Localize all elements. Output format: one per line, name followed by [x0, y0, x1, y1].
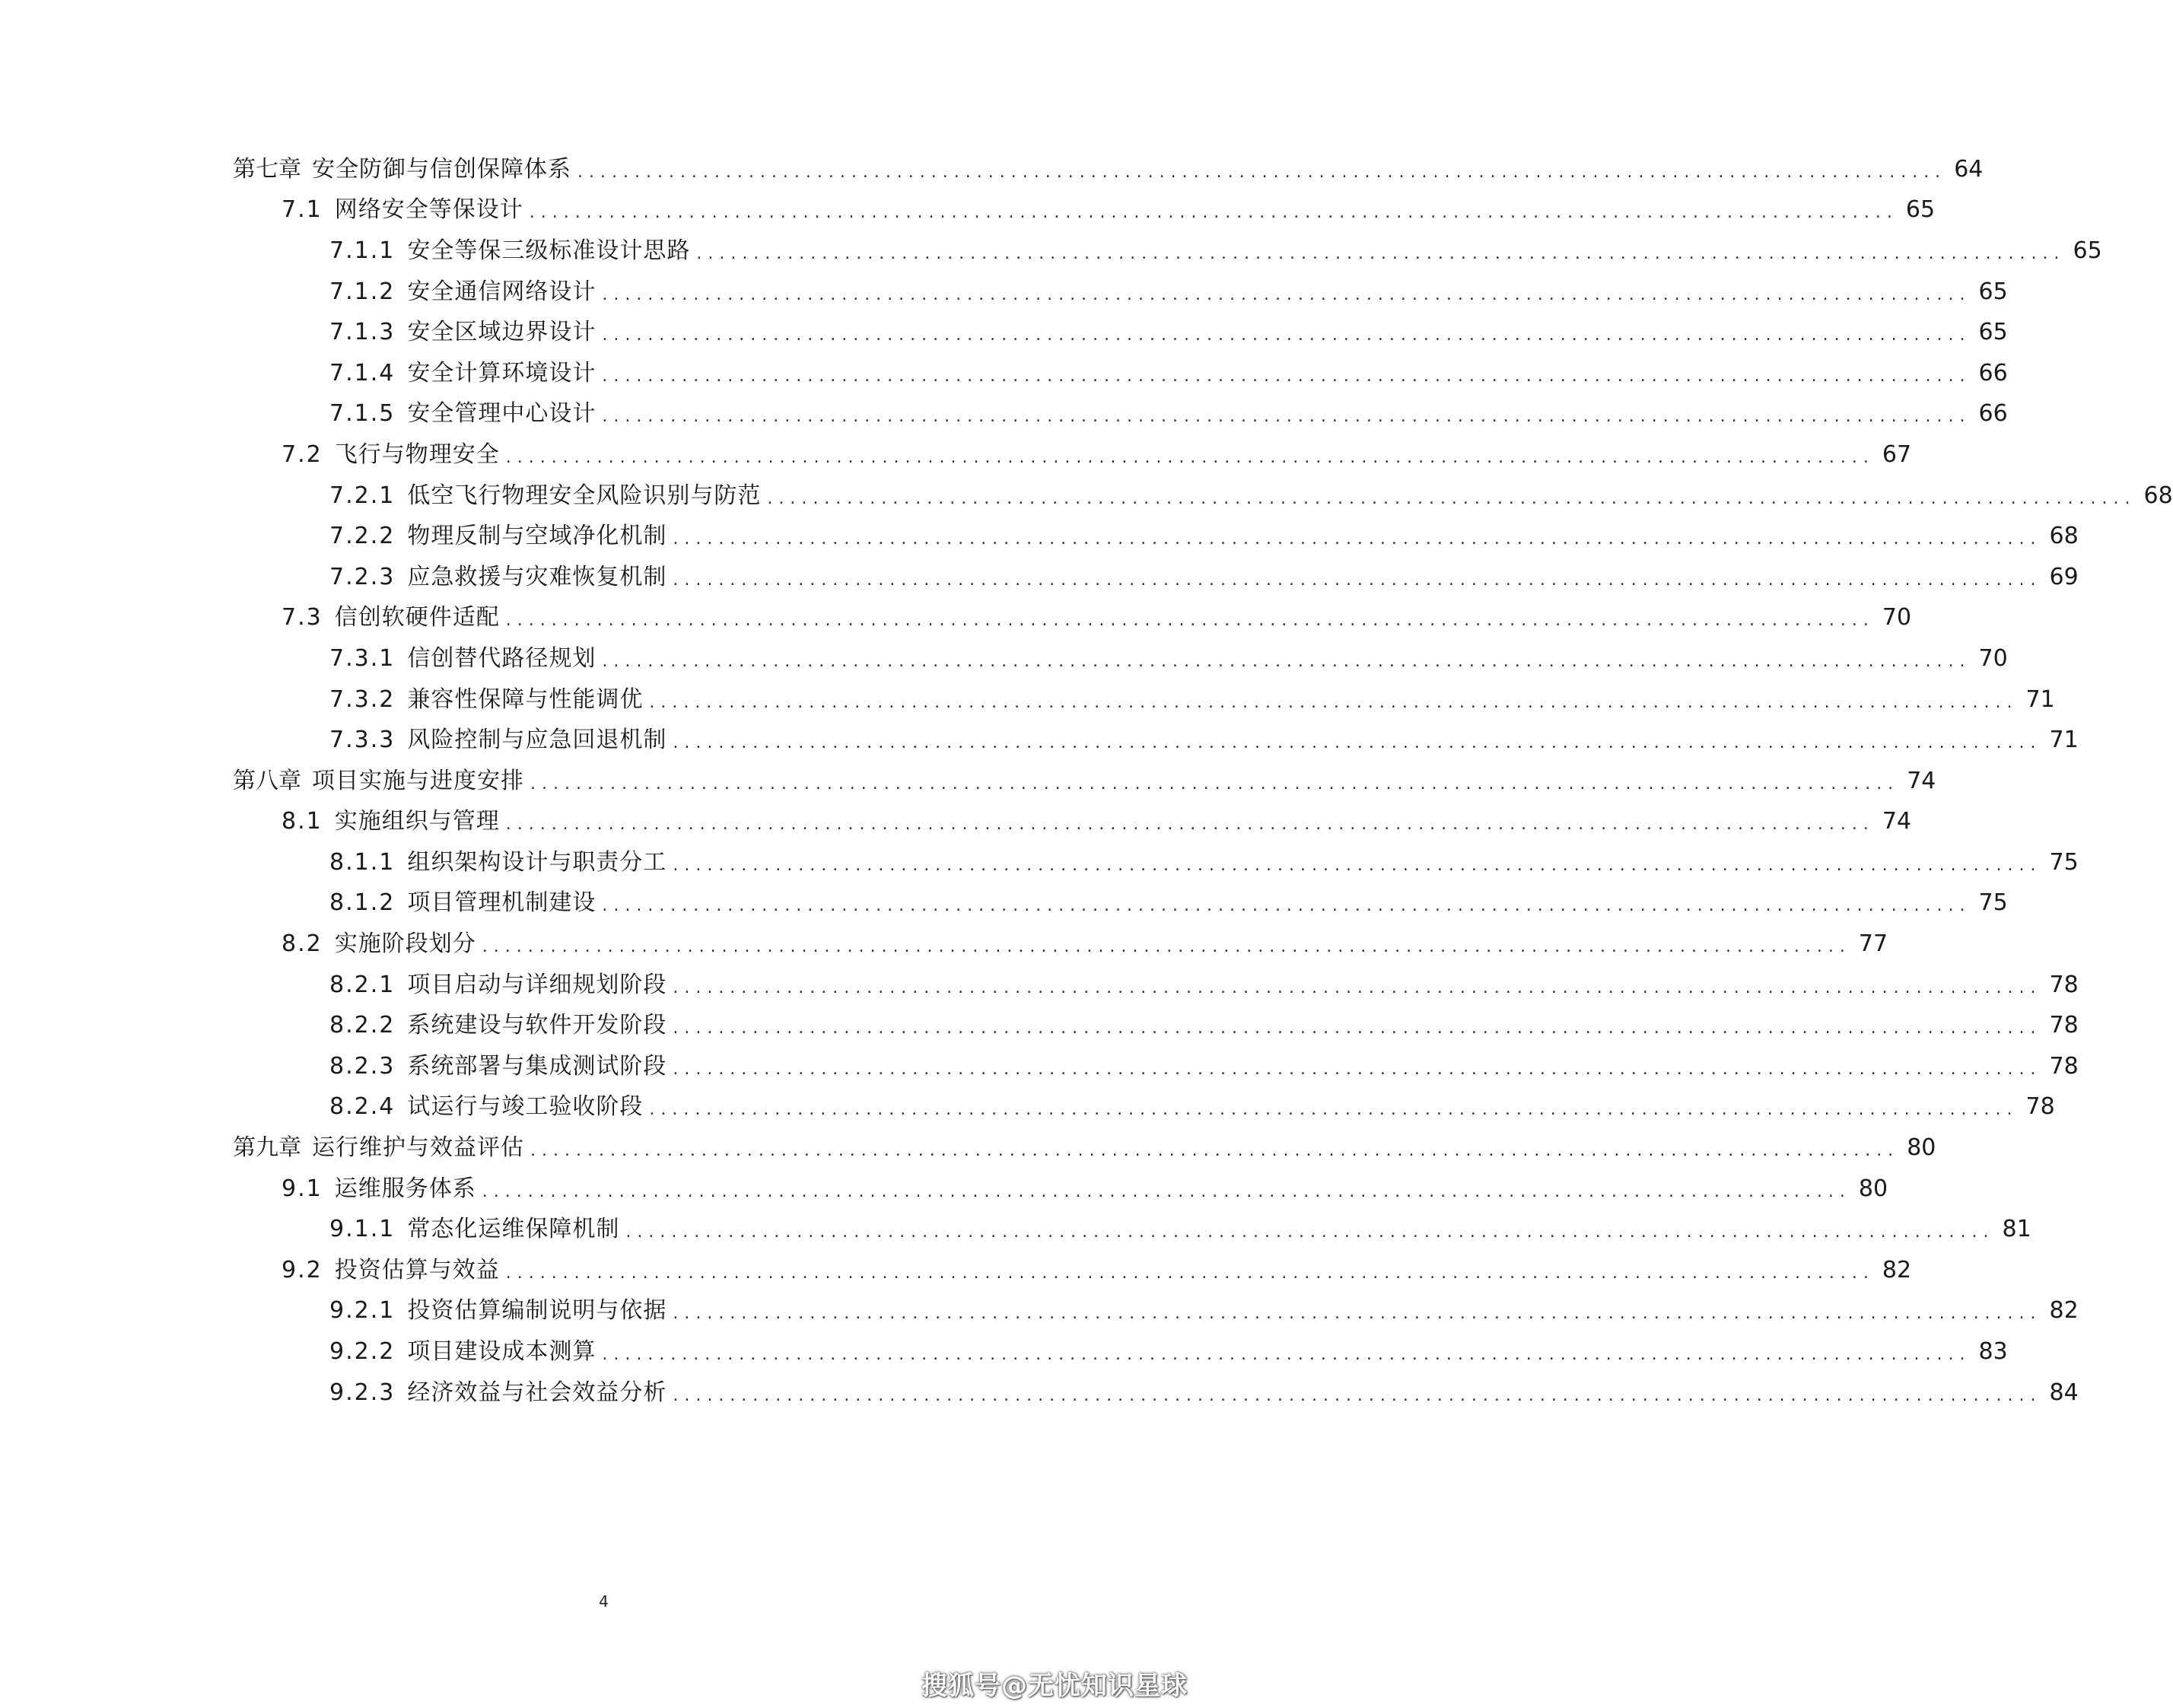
- toc-entry[interactable]: [0, 1046, 2079, 1087]
- toc-entry-title: 低空飞行物理安全风险识别与防范: [407, 482, 762, 509]
- toc-entry-number: 8.2.2: [329, 1012, 396, 1039]
- toc-entry-title: 项目管理机制建设: [407, 889, 597, 917]
- toc-dot-leader: ........................................................................................................................: [673, 1304, 2042, 1324]
- toc-dot-leader: ........................................................................................................................: [505, 1263, 1875, 1283]
- toc-entry-page: 68: [2049, 523, 2079, 550]
- toc-entry[interactable]: [0, 1005, 2079, 1046]
- toc-entry-title: 实施组织与管理: [334, 808, 500, 835]
- toc-entry[interactable]: [0, 883, 2008, 924]
- toc-dot-leader: ........................................................................................................................: [577, 162, 1947, 182]
- toc-entry[interactable]: [0, 149, 1984, 190]
- toc-entry[interactable]: [0, 1128, 1936, 1169]
- toc-dot-leader: ........................................................................................................................: [673, 978, 2042, 997]
- toc-entry[interactable]: [0, 1169, 1888, 1210]
- toc-entry-number: 8.1: [282, 808, 323, 835]
- toc-entry-number: 7.3: [282, 604, 323, 631]
- toc-dot-leader: ........................................................................................................................: [602, 896, 1971, 916]
- toc-entry-page: 66: [1978, 400, 2008, 428]
- toc-entry-title: 信创软硬件适配: [334, 604, 500, 631]
- toc-entry-number: 9.1.1: [329, 1216, 396, 1243]
- toc-entry-page: 64: [1954, 155, 1984, 183]
- toc-entry-number: 9.2.3: [329, 1379, 396, 1406]
- table-of-contents: [0, 149, 2173, 1413]
- toc-entry[interactable]: [0, 679, 2055, 720]
- toc-entry-title: 运行维护与效益评估: [312, 1134, 524, 1162]
- toc-entry[interactable]: [0, 516, 2079, 557]
- toc-entry-title: 运维服务体系: [334, 1175, 476, 1202]
- toc-dot-leader: ........................................................................................................................: [602, 326, 1971, 345]
- toc-dot-leader: ........................................................................................................................: [767, 488, 2136, 508]
- toc-entry-page: 78: [2049, 1052, 2079, 1080]
- toc-entry-page: 82: [1882, 1256, 1912, 1283]
- toc-entry-title: 网络安全等保设计: [334, 196, 523, 224]
- toc-entry-page: 83: [1978, 1338, 2008, 1366]
- toc-entry-number: 7.1.1: [329, 237, 396, 264]
- toc-entry-page: 82: [2049, 1297, 2079, 1325]
- toc-entry-page: 65: [1978, 319, 2008, 346]
- toc-dot-leader: ........................................................................................................................: [673, 1019, 2042, 1038]
- toc-dot-leader: ........................................................................................................................: [505, 447, 1875, 467]
- toc-entry-page: 80: [1907, 1134, 1936, 1162]
- toc-dot-leader: ........................................................................................................................: [625, 1223, 1995, 1242]
- toc-entry-page: 75: [1978, 889, 2008, 917]
- toc-entry-number: 8.2.3: [329, 1052, 396, 1080]
- toc-entry-title: 项目启动与详细规划阶段: [407, 971, 667, 998]
- toc-entry-number: 8.1.1: [329, 848, 396, 876]
- toc-entry-title: 飞行与物理安全: [334, 441, 500, 468]
- toc-entry-title: 应急救援与灾难恢复机制: [407, 563, 667, 590]
- toc-entry[interactable]: [0, 924, 1888, 965]
- toc-entry[interactable]: [0, 598, 1912, 639]
- toc-entry-page: 65: [1978, 278, 2008, 305]
- toc-dot-leader: ........................................................................................................................: [673, 570, 2042, 590]
- toc-dot-leader: ........................................................................................................................: [673, 733, 2042, 753]
- toc-entry-number: 7.2.3: [329, 563, 396, 590]
- toc-entry-number: 8.1.2: [329, 889, 396, 917]
- toc-entry[interactable]: [0, 476, 2173, 517]
- toc-entry[interactable]: [0, 312, 2008, 353]
- toc-entry-number: 9.2: [282, 1256, 323, 1283]
- toc-entry-title: 常态化运维保障机制: [407, 1216, 620, 1243]
- toc-entry-title: 系统建设与软件开发阶段: [407, 1012, 667, 1039]
- toc-dot-leader: ........................................................................................................................: [482, 1182, 1851, 1201]
- toc-entry-title: 项目建设成本测算: [407, 1338, 597, 1366]
- toc-entry-page: 74: [1882, 808, 1912, 835]
- toc-entry-page: 84: [2049, 1379, 2079, 1406]
- toc-entry-page: 68: [2143, 482, 2173, 509]
- toc-entry-page: 71: [2025, 685, 2055, 713]
- toc-entry[interactable]: [0, 353, 2008, 394]
- toc-dot-leader: ........................................................................................................................: [602, 285, 1971, 304]
- toc-entry-number: 7.2: [282, 441, 323, 468]
- toc-entry-number: 7.2.1: [329, 482, 396, 509]
- toc-entry-title: 组织架构设计与职责分工: [407, 848, 667, 876]
- toc-entry-title: 安全等保三级标准设计思路: [407, 237, 691, 264]
- watermark: 搜狐号@无忧知识星球: [921, 1671, 1188, 1701]
- toc-entry-title: 安全计算环境设计: [407, 359, 597, 386]
- toc-entry-page: 71: [2049, 727, 2079, 754]
- toc-dot-leader: ........................................................................................................................: [673, 1059, 2042, 1079]
- toc-dot-leader: ........................................................................................................................: [649, 1100, 2019, 1120]
- toc-entry[interactable]: [0, 394, 2008, 435]
- toc-entry-page: 74: [1907, 767, 1936, 794]
- toc-entry-number: 第八章: [233, 767, 301, 794]
- toc-entry-number: 7.1.3: [329, 319, 396, 346]
- toc-entry-title: 信创替代路径规划: [407, 644, 597, 672]
- toc-entry[interactable]: [0, 1087, 2055, 1128]
- toc-entry-page: 75: [2049, 848, 2079, 876]
- page-number: 4: [599, 1592, 609, 1611]
- toc-entry-page: 77: [1858, 930, 1888, 958]
- toc-entry-number: 7.3.3: [329, 727, 396, 754]
- toc-entry[interactable]: [0, 638, 2008, 679]
- toc-dot-leader: ........................................................................................................................: [649, 692, 2019, 712]
- toc-entry[interactable]: [0, 720, 2079, 761]
- toc-entry-number: 8.2.1: [329, 971, 396, 998]
- toc-entry[interactable]: [0, 1250, 1912, 1291]
- toc-entry[interactable]: [0, 802, 1912, 843]
- toc-entry-number: 9.2.2: [329, 1338, 396, 1366]
- toc-entry-title: 安全防御与信创保障体系: [312, 155, 571, 183]
- toc-entry-number: 第九章: [233, 1134, 301, 1162]
- toc-entry-number: 7.3.2: [329, 685, 396, 713]
- toc-entry-title: 安全通信网络设计: [407, 278, 597, 305]
- toc-dot-leader: ........................................................................................................................: [482, 937, 1851, 957]
- toc-entry-title: 系统部署与集成测试阶段: [407, 1052, 667, 1080]
- toc-entry[interactable]: [0, 190, 1936, 231]
- toc-entry-title: 风险控制与应急回退机制: [407, 727, 667, 754]
- toc-entry-title: 安全管理中心设计: [407, 400, 597, 428]
- toc-dot-leader: ........................................................................................................................: [602, 366, 1971, 386]
- toc-dot-leader: ........................................................................................................................: [530, 1141, 1900, 1161]
- toc-entry[interactable]: [0, 1291, 2079, 1332]
- toc-dot-leader: ........................................................................................................................: [505, 815, 1875, 835]
- toc-entry-title: 实施阶段划分: [334, 930, 476, 958]
- toc-entry-page: 66: [1978, 359, 2008, 386]
- toc-entry-number: 7.1.2: [329, 278, 396, 305]
- toc-entry[interactable]: [0, 1209, 2031, 1250]
- toc-dot-leader: ........................................................................................................................: [673, 1385, 2042, 1405]
- toc-entry-number: 8.2.4: [329, 1093, 396, 1121]
- toc-entry-page: 81: [2002, 1216, 2031, 1243]
- toc-dot-leader: ........................................................................................................................: [602, 407, 1971, 427]
- toc-entry-page: 69: [2049, 563, 2079, 590]
- toc-entry-page: 80: [1858, 1175, 1888, 1202]
- toc-entry-title: 安全区域边界设计: [407, 319, 597, 346]
- toc-entry-number: 7.1.5: [329, 400, 396, 428]
- toc-dot-leader: ........................................................................................................................: [505, 611, 1875, 631]
- toc-entry-number: 7.3.1: [329, 644, 396, 672]
- toc-entry-number: 7.1.4: [329, 359, 396, 386]
- toc-entry-page: 70: [1978, 644, 2008, 672]
- toc-entry-number: 7.2.2: [329, 523, 396, 550]
- toc-entry[interactable]: [0, 842, 2079, 883]
- toc-entry-page: 78: [2049, 971, 2079, 998]
- toc-entry[interactable]: [0, 434, 1912, 476]
- toc-entry-number: 8.2: [282, 930, 323, 958]
- toc-entry-title: 物理反制与空域净化机制: [407, 523, 667, 550]
- toc-dot-leader: ........................................................................................................................: [602, 651, 1971, 671]
- toc-entry-title: 兼容性保障与性能调优: [407, 685, 644, 713]
- toc-entry[interactable]: [0, 231, 2102, 272]
- toc-entry-number: 7.1: [282, 196, 323, 224]
- toc-entry-page: 70: [1882, 604, 1912, 631]
- toc-entry[interactable]: [0, 557, 2079, 598]
- toc-entry[interactable]: [0, 965, 2079, 1006]
- toc-dot-leader: ........................................................................................................................: [673, 855, 2042, 875]
- toc-entry[interactable]: [0, 272, 2008, 313]
- toc-entry[interactable]: [0, 761, 1936, 802]
- toc-entry-page: 65: [1905, 196, 1936, 224]
- toc-dot-leader: ........................................................................................................................: [530, 774, 1900, 794]
- toc-entry-number: 第七章: [233, 155, 301, 183]
- toc-entry-page: 78: [2049, 1012, 2079, 1039]
- toc-entry-number: 9.2.1: [329, 1297, 396, 1325]
- toc-entry-number: 9.1: [282, 1175, 323, 1202]
- toc-entry[interactable]: [0, 1331, 2008, 1372]
- toc-entry-page: 78: [2025, 1093, 2055, 1121]
- toc-entry-page: 65: [2073, 237, 2102, 264]
- toc-entry-title: 项目实施与进度安排: [312, 767, 524, 794]
- toc-entry-title: 投资估算与效益: [334, 1256, 500, 1283]
- toc-entry-page: 67: [1882, 441, 1912, 468]
- toc-dot-leader: ........................................................................................................................: [696, 243, 2066, 263]
- toc-entry-title: 投资估算编制说明与依据: [407, 1297, 667, 1325]
- toc-dot-leader: ........................................................................................................................: [602, 1345, 1971, 1365]
- toc-entry[interactable]: [0, 1372, 2079, 1414]
- toc-dot-leader: ........................................................................................................................: [673, 530, 2042, 549]
- toc-entry-title: 试运行与竣工验收阶段: [407, 1093, 644, 1121]
- toc-dot-leader: ........................................................................................................................: [529, 203, 1898, 223]
- toc-entry-title: 经济效益与社会效益分析: [407, 1379, 667, 1406]
